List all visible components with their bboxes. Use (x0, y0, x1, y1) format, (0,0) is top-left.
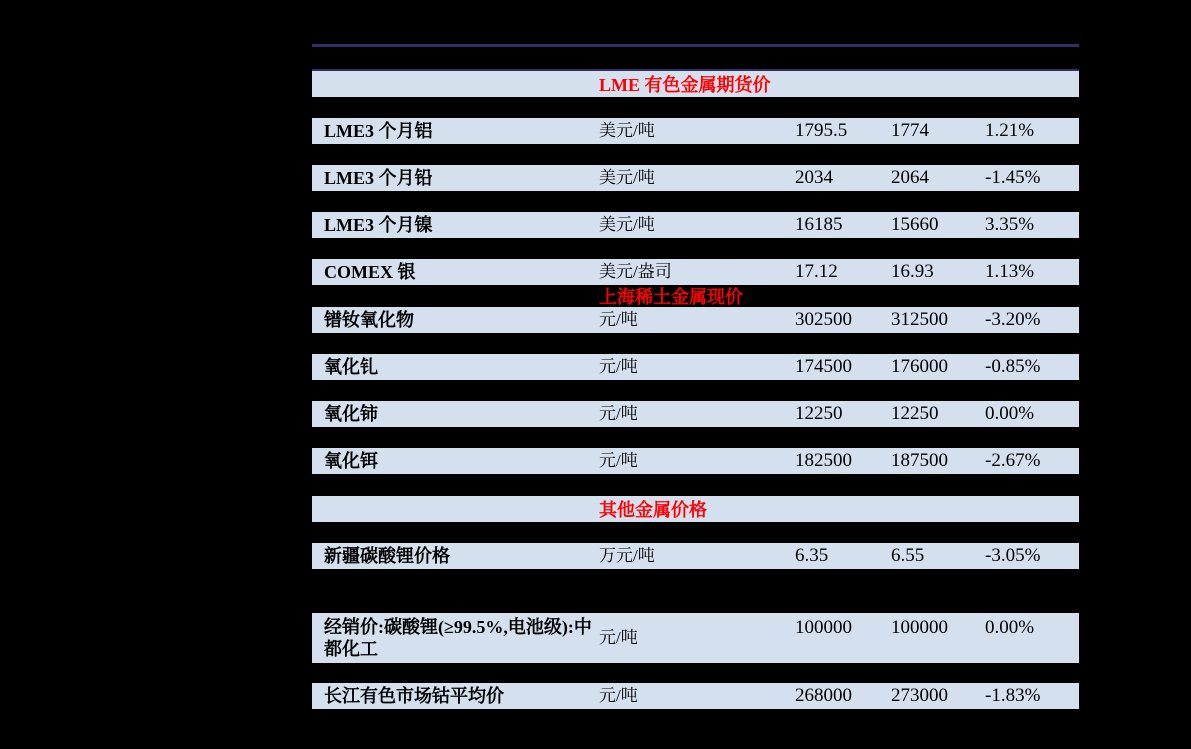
previous-value: 100000 (891, 617, 948, 638)
previous-value: 1774 (891, 120, 929, 141)
table-row (312, 354, 1079, 380)
current-value: 100000 (795, 617, 852, 638)
change-percent: 0.00% (985, 617, 1035, 638)
change-percent: -0.85% (985, 356, 1041, 377)
top-rule (312, 44, 1079, 47)
change-percent: -3.05% (985, 545, 1041, 566)
item-unit: 元/吨 (599, 310, 638, 329)
table-row (312, 307, 1079, 333)
metal-price-table (312, 44, 1079, 709)
previous-value: 176000 (891, 356, 948, 377)
current-value: 182500 (795, 450, 852, 471)
item-name: 氧化铒 (324, 451, 378, 471)
table-row (312, 165, 1079, 191)
section-title: 其他金属价格 (599, 500, 707, 520)
item-unit: 美元/吨 (599, 168, 655, 187)
item-name: LME3 个月铝 (324, 121, 433, 141)
table-row (312, 212, 1079, 238)
current-value: 12250 (795, 403, 843, 424)
table-row (312, 543, 1079, 569)
previous-value: 312500 (891, 309, 948, 330)
item-name: 镨钕氧化物 (324, 310, 414, 330)
previous-value: 273000 (891, 685, 948, 706)
table-row (312, 118, 1079, 144)
table-row (312, 448, 1079, 474)
current-value: 268000 (795, 685, 852, 706)
previous-value: 6.55 (891, 545, 925, 566)
change-percent: 0.00% (985, 403, 1035, 424)
item-unit: 元/吨 (599, 628, 638, 647)
table-row (312, 259, 1079, 285)
item-unit: 美元/吨 (599, 121, 655, 140)
table-row (312, 613, 1079, 663)
item-name: LME3 个月镍 (324, 215, 433, 235)
item-unit: 万元/吨 (599, 546, 655, 565)
item-unit: 元/吨 (599, 451, 638, 470)
current-value: 16185 (795, 214, 843, 235)
item-name: LME3 个月铅 (324, 168, 433, 188)
current-value: 6.35 (795, 545, 829, 566)
current-value: 2034 (795, 167, 833, 188)
item-name: 新疆碳酸锂价格 (324, 546, 450, 566)
change-percent: 3.35% (985, 214, 1035, 235)
current-value: 17.12 (795, 261, 838, 282)
item-name: 氧化钆 (324, 357, 378, 377)
section-title-band (312, 71, 1079, 97)
previous-value: 187500 (891, 450, 948, 471)
current-value: 302500 (795, 309, 852, 330)
item-name: 经销价:碳酸锂(≥99.5%,电池级):中都化工 (324, 617, 592, 659)
item-unit: 元/吨 (599, 404, 638, 423)
item-name: COMEX 银 (324, 262, 416, 282)
table-row (312, 683, 1079, 709)
previous-value: 2064 (891, 167, 929, 188)
section-title: 上海稀土金属现价 (599, 287, 743, 307)
item-unit: 美元/盎司 (599, 262, 672, 281)
item-unit: 美元/吨 (599, 215, 655, 234)
change-percent: -2.67% (985, 450, 1041, 471)
previous-value: 15660 (891, 214, 939, 235)
section-title-band (312, 496, 1079, 522)
change-percent: -1.45% (985, 167, 1041, 188)
item-name: 氧化铈 (324, 404, 378, 424)
table-row (312, 401, 1079, 427)
section-title-plain (312, 285, 1079, 307)
change-percent: -3.20% (985, 309, 1041, 330)
change-percent: 1.21% (985, 120, 1035, 141)
item-unit: 元/吨 (599, 357, 638, 376)
table-body (312, 71, 1079, 709)
current-value: 1795.5 (795, 120, 848, 141)
item-unit: 元/吨 (599, 686, 638, 705)
current-value: 174500 (795, 356, 852, 377)
previous-value: 16.93 (891, 261, 934, 282)
section-title: LME 有色金属期货价 (599, 75, 771, 95)
previous-value: 12250 (891, 403, 939, 424)
change-percent: -1.83% (985, 685, 1041, 706)
item-name: 长江有色市场钴平均价 (324, 686, 504, 706)
change-percent: 1.13% (985, 261, 1035, 282)
